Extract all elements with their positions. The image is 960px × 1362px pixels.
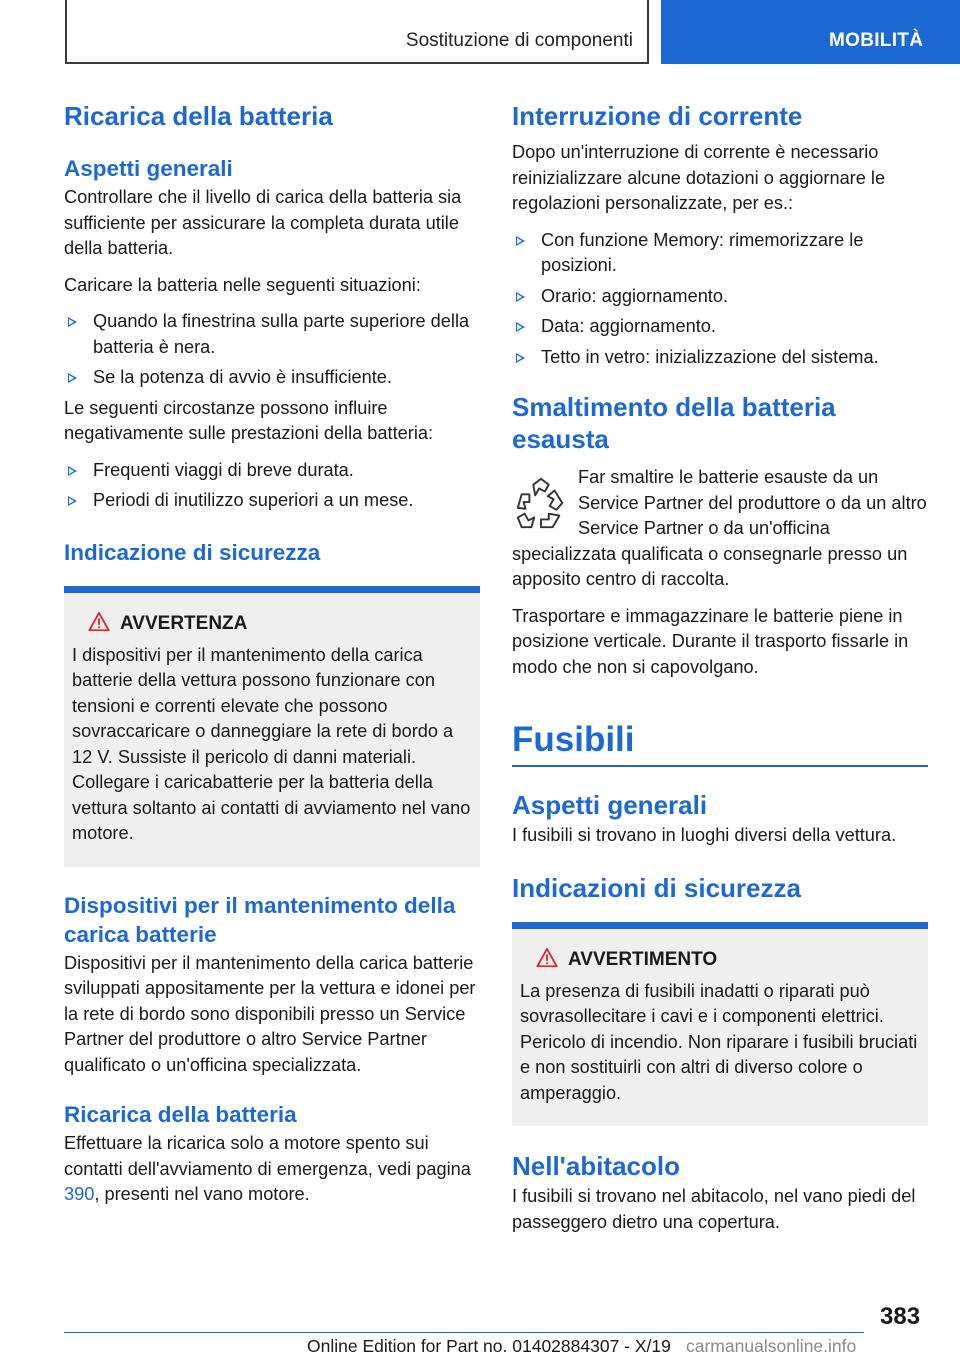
heading-smaltimento: Smaltimento della batteria esausta bbox=[512, 392, 836, 454]
list-item-text: Se la potenza di avvio è insufficiente. bbox=[93, 367, 392, 387]
list-item-text: Tetto in vetro: inizializzazione del sistema. bbox=[541, 346, 879, 367]
paragraph-text: , presenti nel vano motore. bbox=[94, 1184, 310, 1204]
paragraph-text: Effettuare la ricarica solo a motore spento sui contatti dell'avviamento di emergenza, vedi pagina bbox=[64, 1133, 471, 1179]
paragraph: Controllare che il livello di carica della batteria sia sufficiente per assicurare la completa durata utile della batteria. bbox=[64, 187, 462, 258]
page-number: 383 bbox=[880, 1303, 921, 1330]
list-item bbox=[64, 365, 480, 391]
recycling-paragraph bbox=[512, 465, 928, 593]
bullet-triangle-icon bbox=[68, 466, 77, 476]
warning-text: I dispositivi per il mantenimento della carica batterie della vettura possono funzionare con tensioni e correnti elevate che possono sovraccaricare o danneggiare la rete di bordo a 12 V. Sussiste il pericolo di danni materiali. Collegare i caricabatterie per la batteria della vettura soltanto ai contatti di avviamento nel vano motore. bbox=[72, 644, 471, 843]
footer-divider bbox=[64, 1332, 864, 1333]
edition-text: Online Edition for Part no. 01402884307 - X/19 bbox=[307, 1336, 671, 1356]
warning-title-row bbox=[520, 947, 920, 973]
list-item bbox=[512, 314, 928, 340]
recycle-icon bbox=[512, 475, 570, 533]
warning-triangle-icon bbox=[88, 611, 110, 633]
heading-ricarica-batteria: Ricarica della batteria bbox=[64, 1102, 297, 1127]
heading-aspetti-generali: Aspetti generali bbox=[64, 156, 233, 181]
paragraph: I fusibili si trovano in luoghi diversi della vettura. bbox=[512, 825, 897, 845]
list-item bbox=[512, 345, 928, 371]
warning-box bbox=[64, 586, 480, 867]
heading-ricarica: Ricarica della batteria bbox=[64, 101, 333, 131]
bullet-triangle-icon bbox=[68, 373, 77, 383]
warning-triangle-icon bbox=[536, 947, 558, 969]
paragraph-text: Far smaltire le batterie esauste da un Service Partner del produttore o da un altro Service Partner o da un'officina specializzata qualificata o consegnarle presso un apposito centro di raccolta. bbox=[512, 467, 927, 589]
chapter-tab bbox=[661, 0, 960, 64]
page-reference-link[interactable]: 390 bbox=[64, 1184, 95, 1204]
bullet-triangle-icon bbox=[68, 496, 77, 506]
paragraph: Dopo un'interruzione di corrente è necessario reinizializzare alcune dotazioni o aggiornare le regolazioni personalizzate, per es.: bbox=[512, 142, 886, 213]
list-item-text: Periodi di inutilizzo superiori a un mese. bbox=[93, 490, 414, 510]
heading-dispositivi: Dispositivi per il mantenimento della carica batterie bbox=[64, 892, 456, 947]
warning-title-row bbox=[72, 611, 472, 637]
heading-indicazioni-sicurezza: Indicazioni di sicurezza bbox=[512, 872, 801, 903]
list-item bbox=[64, 458, 480, 484]
heading-aspetti-generali: Aspetti generali bbox=[512, 790, 708, 820]
heading-abitacolo: Nell'abitacolo bbox=[512, 1151, 680, 1181]
warning-title: AVVERTENZA bbox=[120, 612, 248, 634]
paragraph bbox=[64, 1131, 480, 1208]
heading-interruzione: Interruzione di corrente bbox=[512, 101, 803, 131]
warning-box bbox=[512, 922, 928, 1127]
list-item-text: Data: aggiornamento. bbox=[541, 316, 716, 336]
heading-fusibili: Fusibili bbox=[512, 720, 635, 759]
list-item bbox=[64, 309, 480, 360]
list-item-text: Con funzione Memory: rimemorizzare le posizioni. bbox=[541, 229, 864, 275]
page-header bbox=[0, 0, 960, 64]
list-item-text: Orario: aggiornamento. bbox=[541, 285, 729, 306]
list-item bbox=[512, 228, 928, 279]
paragraph: I fusibili si trovano nel abitacolo, nel vano piedi del passeggero dietro una copertura. bbox=[512, 1186, 916, 1232]
list-item bbox=[512, 284, 928, 310]
bullet-triangle-icon bbox=[516, 236, 525, 246]
bullet-triangle-icon bbox=[516, 292, 525, 302]
list-item-text: Frequenti viaggi di breve durata. bbox=[93, 459, 354, 480]
bullet-triangle-icon bbox=[516, 322, 525, 332]
list-item bbox=[64, 488, 480, 514]
section-divider bbox=[512, 765, 928, 767]
paragraph: Dispositivi per il mantenimento della carica batterie sviluppati appositamente per la vettura e idonei per la rete di bordo sono disponibili presso un Service Partner del produttore o altro Service Partner qualificato o un'officina specializzata. bbox=[64, 952, 476, 1075]
bullet-triangle-icon bbox=[68, 317, 77, 327]
bullet-triangle-icon bbox=[516, 353, 525, 363]
paragraph: Le seguenti circostanze possono influire negativamente sulle prestazioni della batteria: bbox=[64, 397, 434, 443]
warning-text: La presenza di fusibili inadatti o riparati può sovrasollecitare i cavi e i componenti elettrici. Pericolo di incendio. Non riparare i fusibili bruciati e non sostituirli con altri di diverso colore o amperaggio. bbox=[520, 980, 918, 1103]
chapter-tab-label: MOBILITÀ bbox=[829, 30, 924, 51]
section-header-box bbox=[65, 0, 649, 64]
right-column bbox=[512, 100, 928, 1235]
paragraph: Caricare la batteria nelle seguenti situazioni: bbox=[64, 274, 421, 295]
section-title: Sostituzione di componenti bbox=[405, 30, 633, 51]
list-item-text: Quando la finestrina sulla parte superiore della batteria è nera. bbox=[93, 311, 470, 357]
left-column bbox=[64, 100, 480, 1208]
heading-indicazione-sicurezza: Indicazione di sicurezza bbox=[64, 539, 321, 565]
paragraph: Trasportare e immagazzinare le batterie piene in posizione verticale. Durante il trasporto fissarle in modo che non si capovolgano. bbox=[512, 605, 909, 677]
warning-title: AVVERTIMENTO bbox=[568, 948, 718, 970]
watermark-text: carmanualsonline.info bbox=[686, 1336, 857, 1356]
